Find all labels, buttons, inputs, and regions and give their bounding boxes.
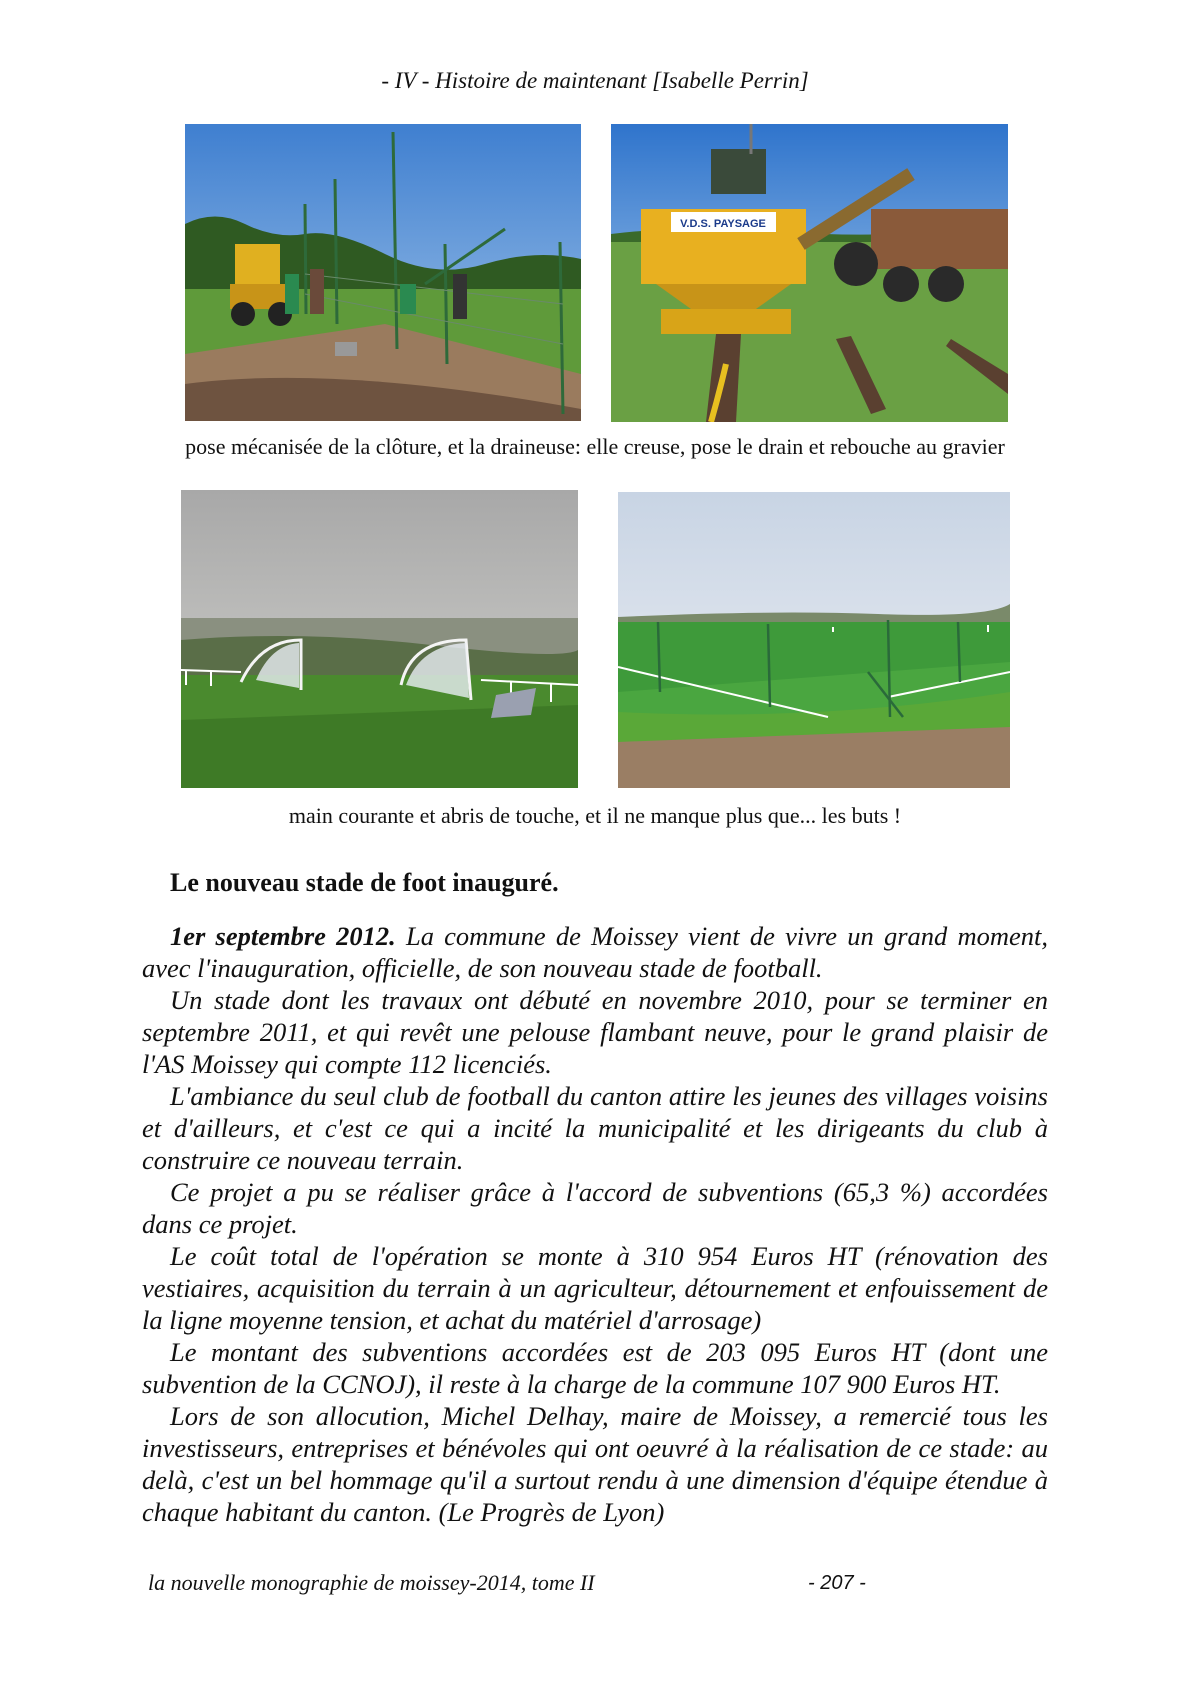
dugouts-photo <box>181 490 578 788</box>
top-photos-caption: pose mécanisée de la clôture, et la draineuse: elle creuse, pose le drain et rebouche au gravier <box>185 434 1005 459</box>
article-paragraph: Lors de son allocution, Michel Delhay, maire de Moissey, a remercié tous les investisseurs, entreprises et bénévoles qui ont oeuvré à la réalisation de ce stade: au delà, c'est un bel hommage qu'il a surtout rendu à une dimension d'équipe étendue à chaque habitant du canton. (Le Progrès de Lyon) <box>142 1401 1048 1527</box>
article-body <box>142 920 1048 1528</box>
bottom-photos-caption: main courante et abris de touche, et il ne manque plus que... les buts ! <box>288 803 902 828</box>
article-date: 1er septembre 2012. <box>170 921 396 951</box>
article-paragraph: Le coût total de l'opération se monte à 310 954 Euros HT (rénovation des vestiaires, acquisition du terrain à un agriculteur, détournement et enfouissement de la ligne moyenne tension, et achat du matériel d'arrosage) <box>142 1241 1048 1335</box>
article-paragraph: 1er septembre 2012. La commune de Moissey vient de vivre un grand moment, avec l'inauguration, officielle, de son nouveau stade de football. <box>142 921 1048 983</box>
page-number: - 207 - <box>808 1572 866 1594</box>
fence-installation-photo <box>185 124 581 421</box>
article-paragraph: L'ambiance du seul club de football du canton attire les jeunes des villages voisins et d'ailleurs, et c'est ce qui a incité la municipalité et les dirigeants du club à construire ce nouveau terrain. <box>142 1081 1048 1175</box>
vds-paysage-sign: V.D.S. PAYSAGE <box>680 218 766 230</box>
article-heading: Le nouveau stade de foot inauguré. <box>170 868 559 897</box>
article-paragraph: Le montant des subventions accordées est de 203 095 Euros HT (dont une subvention de la CCNOJ), il reste à la charge de la commune 107 900 Euros HT. <box>142 1337 1048 1399</box>
article-paragraph: Un stade dont les travaux ont débuté en novembre 2010, pour se terminer en septembre 2011, et qui revêt une pelouse flambant neuve, pour le grand plaisir de l'AS Moissey qui compte 112 licenciés. <box>142 985 1048 1079</box>
article-paragraph: Ce projet a pu se réaliser grâce à l'accord de subventions (65,3 %) accordées dans ce projet. <box>142 1177 1048 1239</box>
footer-publication: la nouvelle monographie de moissey-2014, tome II <box>148 1570 595 1595</box>
page-header: - IV - Histoire de maintenant [Isabelle Perrin] <box>381 68 809 93</box>
new-pitch-photo <box>618 492 1010 788</box>
drainer-machine-photo <box>611 124 1008 422</box>
